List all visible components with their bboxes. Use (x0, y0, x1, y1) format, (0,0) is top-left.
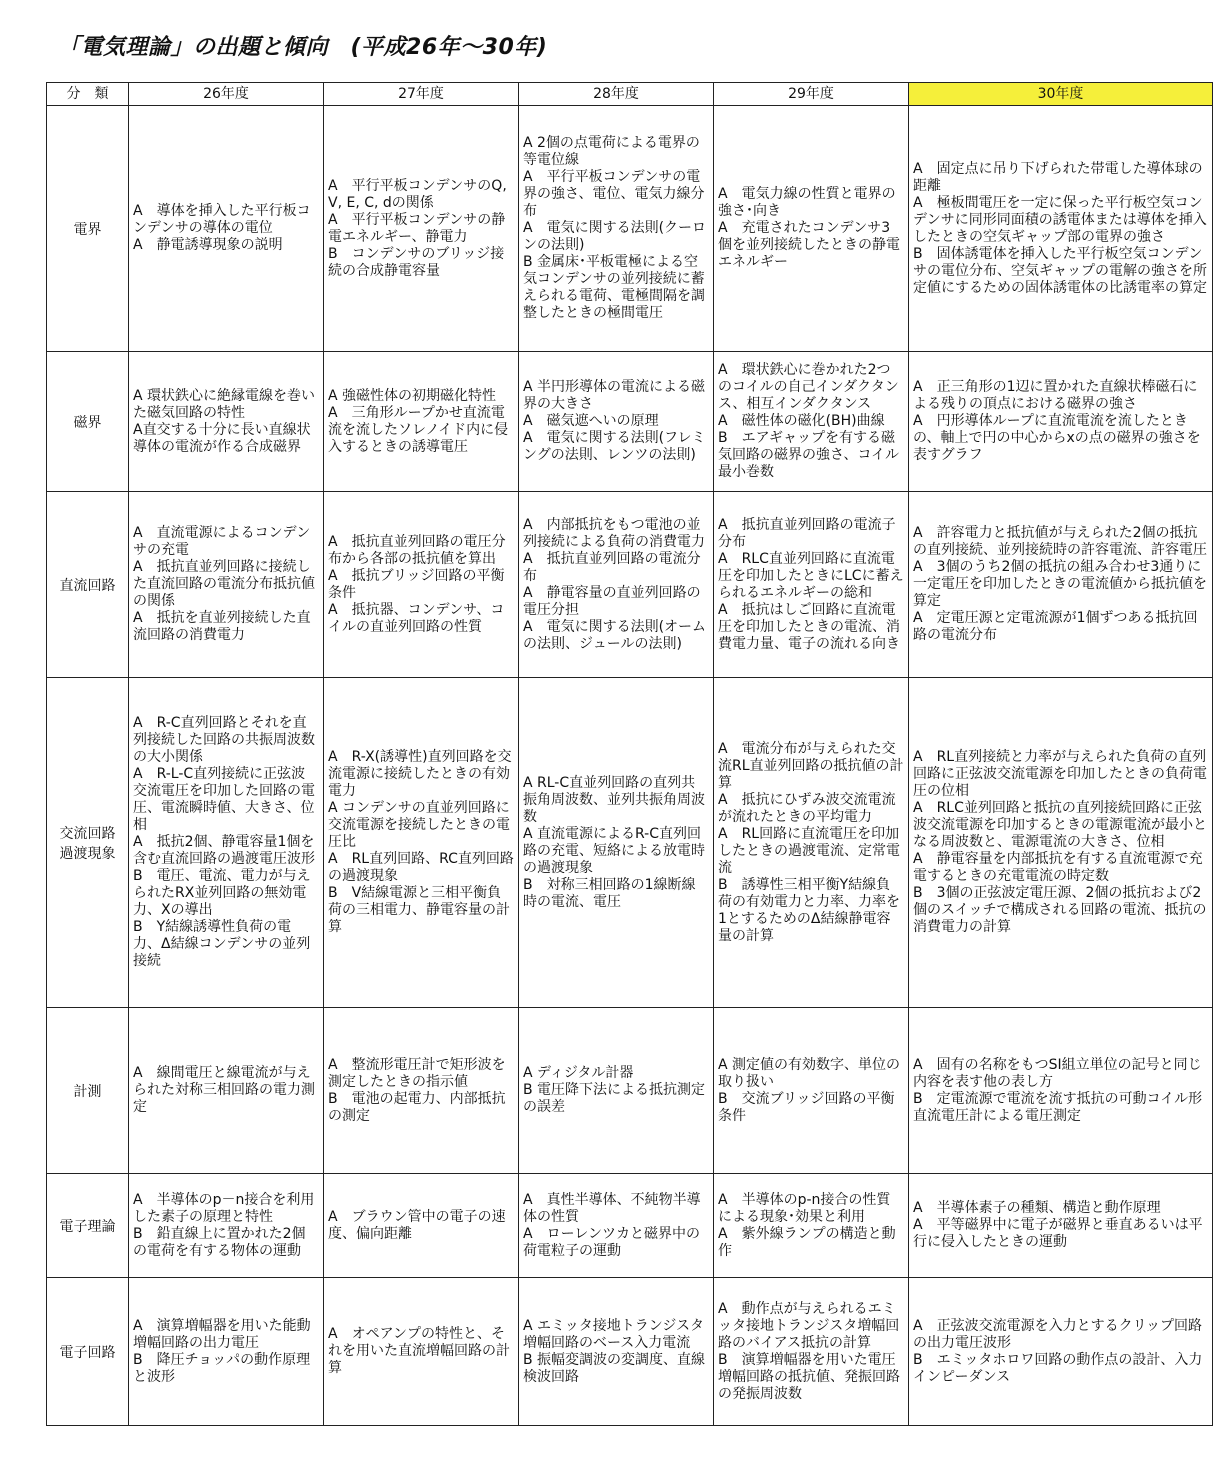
topic-item: A オペアンプの特性と、それを用いた直流増幅回路の計算 (328, 1326, 510, 1376)
category-label: 電子理論 (59, 1218, 116, 1235)
topic-item: A 抵抗はしご回路に直流電圧を印加したときの電流、消費電力量、電子の流れる向き (718, 601, 900, 652)
topic-item: B エアギャップを有する磁気回路の磁界の強さ、コイル最小巻数 (718, 430, 900, 480)
topic-cell (714, 1278, 909, 1426)
topic-item: B 誘導性三相平衡Y結線負荷の有効電力と力率、力率を1とするためのΔ結線静電容量の計算 (718, 876, 900, 944)
topic-cell (324, 106, 519, 352)
topic-cell (909, 678, 1213, 1008)
topic-cell (129, 352, 324, 492)
topic-item: B 電圧、電流、電力が与えられたRX並列回路の無効電力、Xの導出 (133, 868, 311, 918)
row-category (47, 1278, 129, 1426)
table-row (47, 1278, 1213, 1426)
table-row (47, 492, 1213, 678)
topic-item: A 許容電力と抵抗値が与えられた2個の抵抗の直列接続、並列接続時の許容電流、許容電圧 (913, 525, 1207, 558)
topic-cell (909, 352, 1213, 492)
row-category (47, 492, 129, 678)
topic-item: A 半導体素子の種類、構造と動作原理 (913, 1200, 1161, 1216)
header-year-29: 29年度 (714, 83, 909, 106)
topic-cell (714, 492, 909, 678)
topic-item: B 金属床･平板電極による空気コンデンサの並列接続に蓄えられる電荷、電極間隔を調整したときの極間電圧 (523, 254, 705, 321)
row-category (47, 1008, 129, 1174)
topic-item: B 演算増幅器を用いた電圧増幅回路の抵抗値、発振回路の発振周波数 (718, 1351, 900, 1402)
topic-item: A 線間電圧と線電流が与えられた対称三相回路の電力測定 (133, 1065, 315, 1115)
topic-cell (129, 106, 324, 352)
row-category (47, 352, 129, 492)
category-label: 計測 (73, 1083, 102, 1100)
category-label: 過渡現象 (59, 845, 116, 862)
page-title: 「電気理論」の出題と傾向 (平成26年～30年) (58, 35, 548, 60)
topic-item: B 定電流源で電流を流す抵抗の可動コイル形直流電圧計による電圧測定 (913, 1090, 1203, 1124)
topic-cell (714, 106, 909, 352)
topic-cell (909, 1174, 1213, 1278)
trend-table (46, 82, 1213, 1426)
topic-cell (324, 1008, 519, 1174)
topic-cell (324, 352, 519, 492)
topic-item: B コンデンサのブリッジ接続の合成静電容量 (328, 245, 505, 279)
topic-item: A 円形導体ループに直流電流を流したときの、軸上で円の中心からxの点の磁界の強さを表すグラフ (913, 413, 1201, 463)
header-row (47, 83, 1213, 106)
topic-item: A 電気に関する法則(クーロンの法則) (523, 220, 707, 253)
topic-cell (324, 678, 519, 1008)
table-row (47, 352, 1213, 492)
category-label: 電界 (73, 221, 102, 238)
topic-item: A ブラウン管中の電子の速度、偏向距離 (328, 1208, 506, 1242)
topic-item: A 抵抗にひずみ波交流電流が流れたときの平均電力 (718, 791, 896, 825)
topic-cell (909, 492, 1213, 678)
topic-item: A 強磁性体の初期磁化特性 (328, 387, 497, 404)
topic-cell (909, 1008, 1213, 1174)
topic-cell (714, 1174, 909, 1278)
topic-item: A 真性半導体、不純物半導体の性質 (523, 1191, 701, 1225)
category-label: 交流回路 (59, 825, 116, 842)
topic-cell (519, 1278, 714, 1426)
topic-item: B 3個の正弦波定電圧源、2個の抵抗および2個のスイッチで構成される回路の電流、抵抗の消費電力の計算 (913, 885, 1207, 935)
topic-item: A 磁気遮へいの原理 (523, 413, 659, 429)
topic-item: B 交流ブリッジ回路の平衡条件 (718, 1090, 895, 1124)
topic-item: A 定電圧源と定電流源が1個ずつある抵抗回路の電流分布 (913, 610, 1198, 643)
topic-item: A 正三角形の1辺に置かれた直線状棒磁石による残りの頂点における磁界の強さ (913, 379, 1198, 412)
topic-item: A 導体を挿入した平行板コンデンサの導体の電位 (133, 203, 311, 236)
topic-item: B 降圧チョッパの動作原理と波形 (133, 1351, 311, 1385)
topic-item: A RLC並列回路と抵抗の直列接続回路に正弦波交流電源を印加するときの電源電流が最小となる周波数と、電源電流の大きさ、位相 (913, 800, 1207, 850)
topic-item: B エミッタホロワ回路の動作点の設計、入力インピーダンス (913, 1351, 1203, 1385)
topic-item: B Y結線誘導性負荷の電力、Δ結線コンデンサの並列接続 (133, 919, 311, 969)
row-category (47, 678, 129, 1008)
topic-item: A RL直列回路、RC直列回路の過渡現象 (328, 851, 514, 884)
topic-item: A 電気に関する法則(オームの法則、ジュールの法則) (523, 618, 707, 652)
topic-item: A 抵抗器、コンデンサ、コイルの直並列回路の性質 (328, 601, 505, 635)
header-category: 分 類 (47, 83, 129, 106)
topic-cell (324, 492, 519, 678)
topic-item: B V結線電源と三相平衡負荷の三相電力、静電容量の計算 (328, 885, 510, 935)
topic-item: A 整流形電圧計で矩形波を測定したときの指示値 (328, 1056, 506, 1090)
topic-item: A 電流分布が与えられた交流RL直並列回路の抵抗値の計算 (718, 740, 904, 791)
topic-item: A 抵抗直並列回路の電圧分布から各部の抵抗値を算出 (328, 533, 506, 567)
table-row (47, 1008, 1213, 1174)
topic-item: A RL直列接続と力率が与えられた負荷の直列回路に正弦波交流電源を印加したときの負荷電圧の位相 (913, 749, 1207, 799)
table-row (47, 106, 1213, 352)
topic-item: A 抵抗直並列回路の電流分布 (523, 550, 701, 584)
topic-item: A 測定値の有効数字、単位の取り扱い (718, 1056, 901, 1090)
topic-item: A 半円形導体の電流による磁界の大きさ (523, 379, 706, 412)
topic-cell (909, 106, 1213, 352)
header-year-28: 28年度 (519, 83, 714, 106)
topic-item: A 紫外線ランプの構造と動作 (718, 1225, 896, 1259)
topic-item: A 半導体のp－n接合を利用した素子の原理と特性 (133, 1191, 315, 1225)
topic-item: A ディジタル計器 (523, 1065, 634, 1081)
topic-cell (129, 1174, 324, 1278)
topic-cell (129, 1008, 324, 1174)
topic-item: A R-C直列回路とそれを直列接続した回路の共振周波数の大小関係 (133, 715, 315, 765)
topic-cell (129, 492, 324, 678)
topic-item: A 静電容量の直並列回路の電圧分担 (523, 584, 701, 618)
topic-cell (714, 1008, 909, 1174)
topic-item: A 直流電源によるR-C直列回路の充電、短絡による放電時の過渡現象 (523, 825, 705, 876)
topic-item: A 抵抗直並列回路に接続した直流回路の電流分布抵抗値の関係 (133, 559, 315, 609)
header-year-27: 27年度 (324, 83, 519, 106)
row-category (47, 1174, 129, 1278)
topic-item: A直交する十分に長い直線状導体の電流が作る合成磁界 (133, 421, 311, 455)
topic-item: A 電気に関する法則(フレミングの法則、レンツの法則) (523, 430, 706, 463)
topic-cell (519, 1008, 714, 1174)
topic-item: A 三角形ループかせ直流電流を流したソレノイド内に侵入するときの誘導電圧 (328, 404, 509, 455)
topic-item: A 平行平板コンデンサの電界の強さ、電位、電気力線分布 (523, 169, 705, 219)
topic-item: A 内部抵抗をもつ電池の並列接続による負荷の消費電力 (523, 516, 705, 550)
topic-item: A 抵抗ブリッジ回路の平衡条件 (328, 567, 505, 601)
topic-cell (714, 678, 909, 1008)
table-row (47, 1174, 1213, 1278)
topic-cell (324, 1278, 519, 1426)
topic-cell (714, 352, 909, 492)
topic-item: A 平等磁界中に電子が磁界と垂直あるいは平行に侵入したときの運動 (913, 1217, 1203, 1250)
topic-item: A 固定点に吊り下げられた帯電した導体球の距離 (913, 160, 1203, 194)
topic-item: A 極板間電圧を一定に保った平行板空気コンデンサに同形同面積の誘電体または導体を挿入したときの空気ギャップ部の電界の強さ (913, 194, 1207, 245)
topic-item: A 平行平板コンデンサのQ, V, E, C, dの関係 (328, 177, 507, 211)
topic-item: A 静電容量を内部抵抗を有する直流電源で充電するときの充電電流の時定数 (913, 851, 1203, 884)
topic-item: A RLC直並列回路に直流電圧を印加したときにLCに蓄えられるエネルギーの総和 (718, 550, 904, 601)
topic-item: A 半導体のp-n接合の性質による現象･効果と利用 (718, 1191, 891, 1225)
topic-item: A ローレンツカと磁界中の荷電粒子の運動 (523, 1225, 700, 1259)
topic-item: B 対称三相回路の1線断線時の電流、電圧 (523, 876, 696, 910)
topic-item: A 3個のうち2個の抵抗の組み合わせ3通りに一定電圧を印加したときの電流値から抵抗値を算定 (913, 559, 1207, 609)
topic-item: A 充電されたコンデンサ3個を並列接続したときの静電エネルギー (718, 220, 900, 270)
row-category (47, 106, 129, 352)
topic-item: A 2個の点電荷による電界の等電位線 (523, 135, 700, 168)
header-year-26: 26年度 (129, 83, 324, 106)
topic-item: A RL-C直並列回路の直列共振角周波数、並列共振角周波数 (523, 774, 705, 825)
topic-cell (129, 678, 324, 1008)
category-label: 磁界 (73, 414, 102, 431)
topic-item: A 抵抗を直並列接続した直流回路の消費電力 (133, 610, 311, 643)
topic-item: B 電圧降下法による抵抗測定の誤差 (523, 1082, 706, 1115)
topic-item: A RL回路に直流電圧を印加したときの過渡電流、定常電流 (718, 825, 900, 876)
topic-item: A 正弦波交流電源を入力とするクリップ回路の出力電圧波形 (913, 1317, 1203, 1351)
topic-item: B 固体誘電体を挿入した平行板空気コンデンサの電位分布、空気ギャップの電解の強さを所定値にするための固体誘電体の比誘電率の算定 (913, 245, 1207, 296)
topic-item: A 直流電源によるコンデンサの充電 (133, 525, 311, 558)
table-row (47, 678, 1213, 1008)
topic-item: A 電気力線の性質と電界の強さ･向き (718, 186, 896, 219)
topic-item: A 磁性体の磁化(BH)曲線 (718, 413, 885, 429)
topic-item: A 平行平板コンデンサの静電エネルギー、静電力 (328, 211, 506, 245)
topic-cell (519, 106, 714, 352)
topic-item: A 動作点が与えられるエミッタ接地トランジスタ増幅回路のバイアス抵抗の計算 (718, 1300, 900, 1351)
topic-cell (324, 1174, 519, 1278)
category-label: 電子回路 (59, 1344, 116, 1361)
topic-item: A 抵抗2個、静電容量1個を含む直流回路の過渡電圧波形 (133, 834, 315, 867)
topic-item: B 振幅変調波の変調度、直線検波回路 (523, 1351, 706, 1385)
topic-item: A 静電誘導現象の説明 (133, 237, 283, 253)
topic-cell (909, 1278, 1213, 1426)
topic-item: B 鉛直線上に置かれた2個の電荷を有する物体の運動 (133, 1225, 306, 1259)
topic-item: A 演算増幅器を用いた能動増幅回路の出力電圧 (133, 1317, 311, 1351)
topic-cell (519, 492, 714, 678)
topic-item: A R-L-C直列接続に正弦波交流電圧を印加した回路の電圧、電流瞬時値、大きさ、位相 (133, 766, 315, 833)
topic-item: A 環状鉄心に絶縁電線を巻いた磁気回路の特性 (133, 387, 316, 421)
topic-cell (519, 678, 714, 1008)
topic-item: B 電池の起電力、内部抵抗の測定 (328, 1090, 506, 1124)
topic-item: A 環状鉄心に巻かれた2つのコイルの自己インダクタンス、相互インダクタンス (718, 362, 899, 412)
topic-item: A 抵抗直並列回路の電流子分布 (718, 516, 896, 550)
topic-cell (519, 1174, 714, 1278)
topic-item: A 固有の名称をもつSI組立単位の記号と同じ内容を表す他の表し方 (913, 1056, 1202, 1090)
category-label: 直流回路 (59, 577, 116, 594)
header-year-30: 30年度 (909, 83, 1213, 106)
topic-cell (519, 352, 714, 492)
topic-item: A エミッタ接地トランジスタ増幅回路のベース入力電流 (523, 1317, 704, 1351)
topic-item: A コンデンサの直並列回路に交流電源を接続したときの電圧比 (328, 800, 510, 850)
topic-item: A R-X(誘導性)直列回路を交流電源に接続したときの有効電力 (328, 749, 512, 799)
topic-cell (129, 1278, 324, 1426)
